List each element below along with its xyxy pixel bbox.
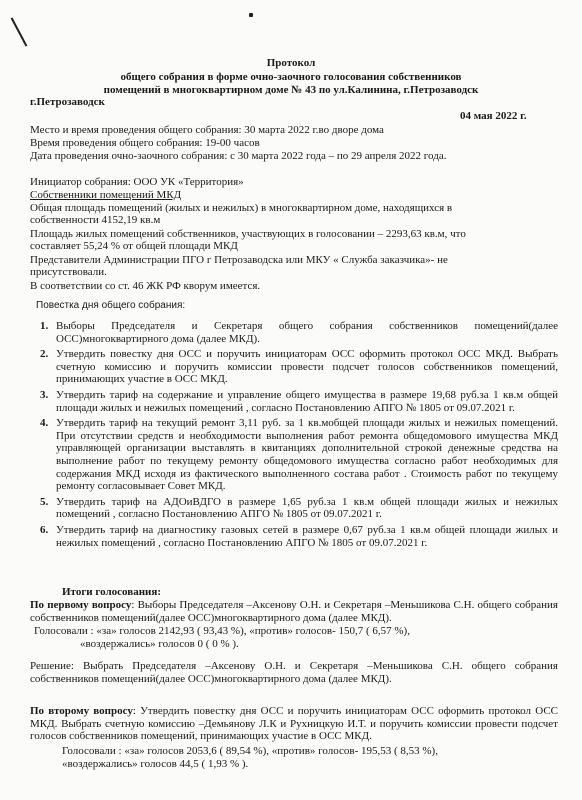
voting-area-line1: Площадь жилых помещений собственников, участвующих в голосовании – 2293,63 кв.м, что (30, 228, 466, 240)
meeting-period: Дата проведения очно-заочного собрания: с 30 марта 2022 года – по 29 апреля 2022 года. (30, 150, 447, 162)
question2-block (30, 705, 558, 743)
agenda-item-number: 5. (40, 495, 49, 508)
question1-text: : Выборы Председателя –Аксенову О.Н. и Секретаря –Меньшикова С.Н. общего собрания собственников помещений(далее ОСС)многоквартирного дома (далее МКД). (30, 599, 558, 624)
agenda-item-text: Утвердить повестку дня ОСС и поручить инициаторам ОСС оформить протокол ОСС МКД. Выбрать счетную комиссию и поручить комиссии провести подсчет голосов собственников помещений, принимающих участие в ОСС МКД. (56, 348, 558, 386)
agenda-item (30, 389, 558, 414)
quorum: В соответствии со ст. 46 ЖК РФ кворум имеется. (30, 280, 261, 292)
agenda-item-text: Утвердить тариф на содержание и управление общего имущества в размере 19,68 руб.за 1 кв.м общей площади жилых и нежилых помещений , согласно Постановлению АПГО № 1805 от 09.07.2021 г. (56, 388, 558, 414)
initiator: Инициатор собрания: ООО УК «Территория» (30, 176, 244, 188)
meeting-time: Время проведения общего собрания: 19-00 часов (30, 137, 260, 149)
question2-label: По второму вопросу (30, 705, 133, 717)
agenda-item (30, 320, 558, 345)
scan-artifact-dot (249, 13, 253, 17)
document-date: 04 мая 2022 г. (460, 110, 527, 122)
agenda-item-text: Выборы Председателя и Секретаря общего собрания собственников помещений(далее ОСС)многоквартирного дома (далее МКД). (56, 320, 558, 345)
agenda-item (30, 524, 558, 549)
question1-label: По первому вопросу (30, 599, 132, 611)
owners-label: Собственники помещений МКД (30, 189, 182, 201)
agenda-item (30, 496, 558, 521)
question1-block (30, 599, 558, 624)
agenda-item-text: Утвердить тариф на текущий ремонт 3,11 руб. за 1 кв.мобщей площади жилых и нежилых помещений. При отсутствии средств и необходимости выполнения работ ремонта общедомового имущества МКД управляющей организации выставлять в квитанциях дополнительной строкой денежные средства на выполнение работ по текущему ремонту общедомового имущества согласно работ необходимых для содержания МКД исходя из фактического выполненного состава работ . Стоимость работ по текущему ремонту согласовывает Совет МКД. (56, 417, 558, 493)
total-area-line2: собственности 4152,19 кв.м (30, 214, 161, 226)
question2-votes-line2: «воздержались» голосов 44,5 ( 1,93 % ). (62, 758, 249, 770)
agenda-item (30, 417, 558, 493)
voting-area-line2: составляет 55,24 % от общей площади МКД (30, 240, 238, 252)
agenda-item-text: Утвердить тариф на АДОиВДГО в размере 1,65 руб.за 1 кв.м общей площади жилых и нежилых помещений , согласно Постановлению АПГО № 1805 от 09.07.2021 г. (56, 495, 558, 521)
representatives-line2: присутствовали. (30, 266, 107, 278)
agenda-item-number: 6. (40, 523, 49, 536)
agenda-item-number: 4. (40, 417, 49, 430)
document-subtitle-line2: помещений в многоквартирном доме № 43 по ул.Калинина, г.Петрозаводск (103, 84, 479, 96)
agenda-heading: Повестка дня общего собрания: (36, 300, 186, 311)
question2-text: : Утвердить повестку дня ОСС и поручить инициаторам ОСС оформить протокол ОСС МКД. Выбрать счетную комиссию –Демьянову Л.К и Рухницкую И.Т. и поручить комиссии провести подсчет голосов собственников помещений, принимающих участие в ОСС МКД. (30, 705, 558, 743)
question1-decision: Решение: Выбрать Председателя –Аксенову О.Н. и Секретаря –Меньшикова С.Н. общего собрания собственников помещений(далее ОСС)многоквартирного дома (далее МКД). (30, 660, 558, 685)
agenda-item-number: 2. (40, 348, 49, 361)
representatives-line1: Представители Администрации ПГО г Петрозаводска или МКУ « Служба заказчика»- не (30, 254, 448, 266)
question2-votes-line1: Голосовали : «за» голосов 2053,6 ( 89,54 %), «против» голосов- 195,53 ( 8,53 %), (62, 745, 438, 757)
agenda-list (30, 320, 558, 549)
city: г.Петрозаводск (30, 96, 105, 108)
question1-votes-line1: Голосовали : «за» голосов 2142,93 ( 93,43 %), «против» голосов- 150,7 ( 6,57 %), (34, 625, 410, 637)
document-title: Протокол (266, 57, 316, 69)
results-heading: Итоги голосования: (62, 586, 161, 598)
meeting-place: Место и время проведения общего собрания: 30 марта 2022 г.во дворе дома (30, 124, 384, 136)
total-area-line1: Общая площадь помещений (жилых и нежилых) в многоквартирном доме, находящихся в (30, 202, 453, 214)
scan-artifact-line (11, 17, 28, 46)
agenda-item-number: 3. (40, 388, 49, 401)
agenda-item (30, 348, 558, 386)
agenda-item-text: Утвердить тариф на диагностику газовых сетей в размере 0,67 руб.за 1 кв.м общей площади жилых и нежилых помещений , согласно Постановлению АПГО № 1805 от 09.07.2021 г. (56, 523, 558, 549)
agenda-item-number: 1. (40, 320, 49, 332)
question1-votes-line2: «воздержались» голосов 0 ( 0 % ). (80, 638, 239, 650)
document-subtitle-line1: общего собрания в форме очно-заочного голосования собственников (120, 71, 462, 83)
